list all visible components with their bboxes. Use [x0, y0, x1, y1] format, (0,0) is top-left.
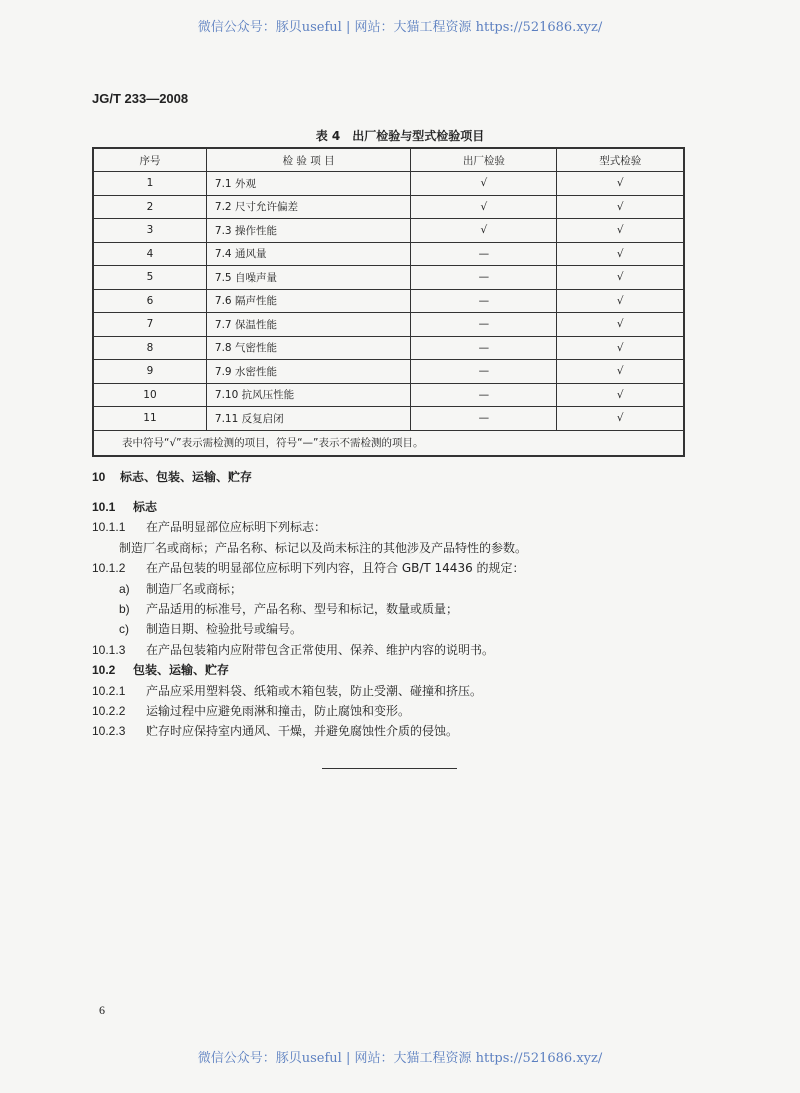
cell-type: √ — [557, 219, 684, 243]
clause-text: 运输过程中应避免雨淋和撞击，防止腐蚀和变形。 — [146, 704, 411, 718]
clause-line — [119, 600, 458, 617]
cell-factory: √ — [411, 172, 557, 196]
clause-number: 10.1.1 — [92, 520, 126, 534]
cell-item: 7.10 抗风压性能 — [206, 383, 410, 407]
header-type: 型式检验 — [557, 148, 684, 172]
cell-factory: — — [411, 313, 557, 337]
cell-factory: — — [411, 242, 557, 266]
table-row — [93, 336, 684, 360]
table-row — [93, 407, 684, 431]
table-row — [93, 242, 684, 266]
cell-seq: 6 — [93, 289, 206, 313]
cell-item: 7.7 保温性能 — [206, 313, 410, 337]
clause-number: c) — [119, 622, 129, 636]
table-row — [93, 195, 684, 219]
clause-number: 10.1 — [92, 500, 116, 514]
cell-item: 7.6 隔声性能 — [206, 289, 410, 313]
clause-line — [92, 559, 525, 576]
clause-line — [92, 498, 157, 515]
clause-line — [92, 702, 410, 719]
clause-number: 10.2.2 — [92, 704, 126, 718]
header-item: 检 验 项 目 — [206, 148, 410, 172]
header-factory: 出厂检验 — [411, 148, 557, 172]
clause-text: 标志 — [133, 500, 158, 514]
cell-item: 7.3 操作性能 — [206, 219, 410, 243]
table-header-row — [93, 148, 684, 172]
table-note-row — [93, 430, 684, 456]
cell-type: √ — [557, 242, 684, 266]
clause-text: 制造厂名或商标；产品名称、标记以及尚未标注的其他涉及产品特性的参数。 — [119, 541, 528, 555]
clause-number: 10.1.2 — [92, 561, 126, 575]
header-seq: 序号 — [93, 148, 206, 172]
cell-factory: — — [411, 360, 557, 384]
watermark-bottom: 微信公众号：豚贝useful | 网站：大猫工程资源 https://521686.xyz/ — [197, 1051, 603, 1066]
clause-line — [92, 661, 229, 678]
cell-item: 7.2 尺寸允许偏差 — [206, 195, 410, 219]
clause-text: 在产品明显部位应标明下列标志： — [146, 520, 327, 534]
clause-number: b) — [119, 602, 130, 616]
inspection-table — [92, 147, 685, 457]
cell-seq: 11 — [93, 407, 206, 431]
cell-item: 7.8 气密性能 — [206, 336, 410, 360]
cell-seq: 2 — [93, 195, 206, 219]
clause-text: 贮存时应保持室内通风、干燥，并避免腐蚀性介质的侵蚀。 — [146, 724, 459, 738]
page-number: 6 — [99, 1003, 105, 1017]
cell-factory: — — [411, 383, 557, 407]
clause-line — [119, 580, 242, 597]
cell-factory: — — [411, 266, 557, 290]
cell-item: 7.4 通风量 — [206, 242, 410, 266]
clause-line — [119, 539, 527, 556]
cell-factory: — — [411, 289, 557, 313]
cell-seq: 9 — [93, 360, 206, 384]
cell-type: √ — [557, 172, 684, 196]
clause-text: 在产品包装的明显部位应标明下列内容，且符合 GB/T 14436 的规定： — [146, 561, 525, 575]
cell-type: √ — [557, 336, 684, 360]
clause-text: 包装、运输、贮存 — [133, 663, 230, 677]
cell-item: 7.5 自噪声量 — [206, 266, 410, 290]
clause-line — [92, 468, 252, 485]
table-row — [93, 266, 684, 290]
clause-number: 10.2.1 — [92, 684, 126, 698]
clause-text: 制造日期、检验批号或编号。 — [146, 622, 303, 636]
table-row — [93, 360, 684, 384]
table-row — [93, 172, 684, 196]
table-caption: 表 4 出厂检验与型式检验项目 — [315, 129, 485, 143]
clause-number: 10 — [92, 470, 106, 484]
cell-type: √ — [557, 383, 684, 407]
table-note: 表中符号“√”表示需检测的项目，符号“—”表示不需检测的项目。 — [93, 430, 684, 456]
clause-text: 标志、包装、运输、贮存 — [120, 470, 253, 484]
cell-item: 7.9 水密性能 — [206, 360, 410, 384]
clause-line — [92, 518, 326, 535]
cell-factory: √ — [411, 219, 557, 243]
cell-seq: 7 — [93, 313, 206, 337]
cell-seq: 4 — [93, 242, 206, 266]
cell-seq: 3 — [93, 219, 206, 243]
clause-number: a) — [119, 582, 130, 596]
clause-text: 制造厂名或商标； — [146, 582, 243, 596]
clause-line — [92, 641, 494, 658]
clause-line — [119, 620, 302, 637]
cell-type: √ — [557, 266, 684, 290]
table-row — [93, 289, 684, 313]
cell-factory: — — [411, 336, 557, 360]
clause-line — [92, 682, 482, 699]
cell-item: 7.11 反复启闭 — [206, 407, 410, 431]
clause-text: 产品应采用塑料袋、纸箱或木箱包装，防止受潮、碰撞和挤压。 — [146, 684, 483, 698]
clause-number: 10.2 — [92, 663, 116, 677]
clause-line — [92, 722, 458, 739]
cell-seq: 5 — [93, 266, 206, 290]
cell-factory: — — [411, 407, 557, 431]
cell-seq: 10 — [93, 383, 206, 407]
document-code: JG/T 233—2008 — [92, 91, 189, 106]
cell-type: √ — [557, 289, 684, 313]
cell-type: √ — [557, 360, 684, 384]
table-row — [93, 383, 684, 407]
table-row — [93, 219, 684, 243]
cell-type: √ — [557, 195, 684, 219]
clause-number: 10.2.3 — [92, 724, 126, 738]
cell-seq: 1 — [93, 172, 206, 196]
cell-type: √ — [557, 407, 684, 431]
cell-factory: √ — [411, 195, 557, 219]
clause-text: 产品适用的标准号，产品名称、型号和标记，数量或质量； — [146, 602, 459, 616]
clause-number: 10.1.3 — [92, 643, 126, 657]
end-divider — [322, 768, 457, 769]
cell-seq: 8 — [93, 336, 206, 360]
clause-text: 在产品包装箱内应附带包含正常使用、保养、维护内容的说明书。 — [146, 643, 495, 657]
watermark-top: 微信公众号：豚贝useful | 网站：大猫工程资源 https://521686.xyz/ — [197, 20, 603, 35]
cell-item: 7.1 外观 — [206, 172, 410, 196]
cell-type: √ — [557, 313, 684, 337]
table-row — [93, 313, 684, 337]
